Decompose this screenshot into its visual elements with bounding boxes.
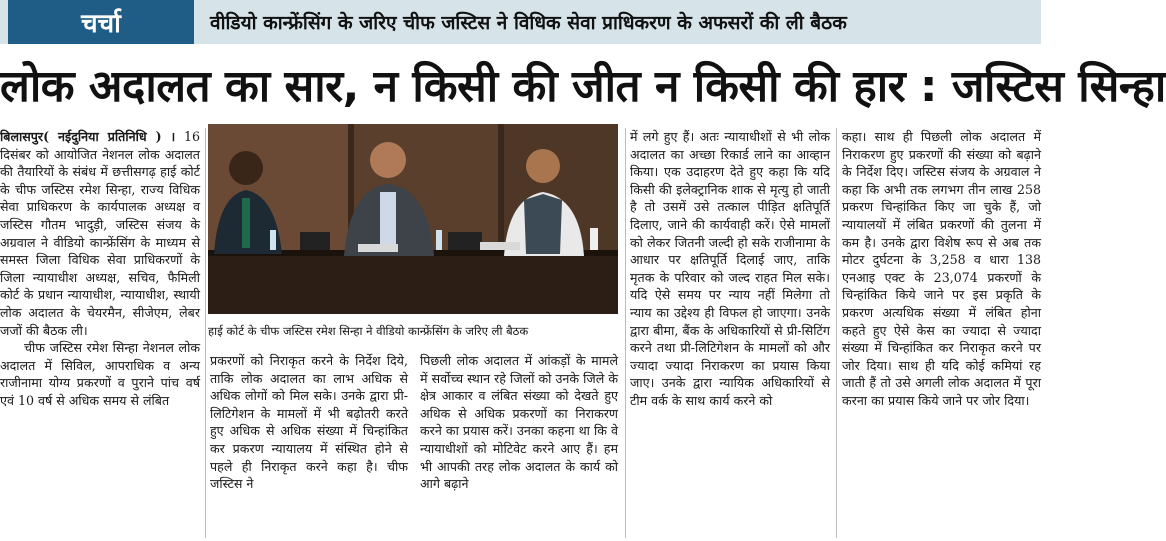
column-divider: [205, 128, 206, 538]
article-column-1: [0, 128, 200, 541]
article-column-4: [630, 128, 830, 541]
article-column-3: [420, 352, 618, 541]
section-tag: चर्चा: [8, 0, 194, 44]
article-text-4: में लगे हुए हैं। अतः न्यायाधीशों से भी लोक अदालत का अच्छा रिकार्ड लाने का आव्हान किया। एक उदाहरण देते हुए कहा कि यदि किसी की इलेक्ट्रानिक शाक से मृत्यु हो जाती है तो उसमें उसे तत्काल पीड़ित क्षतिपूर्ति दिलाए, जाने की कार्यवाही करें। ऐसे मामलों को लेकर जितनी जल्दी हो सके राजीनामा के आधार पर क्षतिपूर्ति दिलाई जाए, ताकि मृतक के परिवार को जल्द राहत मिल सके। यदि ऐसे समय पर न्याय नहीं मिलेगा तो न्याय का उद्देश्य ही विफल हो जाएगा। उनके द्वारा बीमा, बैंक के अधिकारियों से प्री-सिटिंग करने तथा प्री-लिटिगेशन के मामलों को और ज्यादा ज्यादा निराकरण का प्रयास किया जाए। उनके द्वारा न्यायिक अधिकारियों से टीम वर्क के साथ कार्य करने को: [630, 129, 830, 408]
header-bar: [0, 0, 1041, 44]
news-photo: [208, 124, 618, 314]
article-text-5: कहा। साथ ही पिछली लोक अदालत में निराकरण हुए प्रकरणों की संख्या को बढ़ाने के निर्देश दिए। जस्टिस संजय के अग्रवाल ने कहा कि अभी तक लगभग तीन लाख 258 प्रकरण चिन्हांकित किए जा चुके हैं, जो न्यायालयों में लंबित प्रकरणों की तुलना में कम है। उनके द्वारा विशेष रूप से अब तक मोटर दुर्घटना के 3,258 व धारा 138 एनआइ एक्ट के 23,074 प्रकरणों के चिन्हांकित किये जाने पर इस प्रकृति के प्रकरण अत्यधिक संख्या में लंबित होना कहते हुए ऐसे केस का ज्यादा से ज्यादा संख्या में चिन्हांकित कर निराकृत करने पर जोर दिया। साथ ही यदि कोई कमियां रह जाती हैं तो उसे अगली लोक अदालत में पूरा करना का प्रयास किये जाने पर जोर दिया।: [842, 129, 1041, 408]
article-text-3: पिछली लोक अदालत में आंकड़ों के मामले में सर्वोच्च स्थान रहे जिलों को उनके जिले के क्षेत्र आकार व लंबित संख्या को देखते हुए अधिक से अधिक प्रकरणों का निराकरण करने का प्रयास करें। उनका कहना था कि वे न्यायाधीशों को मोटिवेट करने आए हैं। हम भी आपकी तरह लोक अदालत के कार्य को आगे बढ़ाने: [420, 353, 618, 492]
column-divider: [836, 128, 837, 538]
article-column-5: [842, 128, 1041, 541]
article-text-2: प्रकरणों को निराकृत करने के निर्देश दिये, ताकि लोक अदालत का लाभ अधिक से अधिक लोगों को मिल सके। उनके द्वारा प्री-लिटिगेशन के मामलों में भी बढ़ोतरी करते हुए अधिक से अधिक संख्या में चिन्हांकित कर प्रकरण न्यायालय में संस्थित होने से पहले ही निराकृत करने कहा है। चीफ जस्टिस ने: [210, 353, 408, 492]
meeting-photo-illustration: [208, 124, 618, 314]
dateline: बिलासपुर( नईदुनिया प्रतिनिधि ) ।: [0, 129, 176, 144]
article-text-1: 16 दिसंबर को आयोजित नेशनल लोक अदालत की तैयारियों के संबंध में छत्तीसगढ़ हाई कोर्ट के चीफ जस्टिस रमेश सिन्हा, राज्य विधिक सेवा प्राधिकरण के कार्यपालक अध्यक्ष व जस्टिस गौतम भादुड़ी, जस्टिस संजय के अग्रवाल ने वीडियो कान्फ्रेंसिंग के माध्यम से समस्त जिला विधिक सेवा प्राधिकरणों के जिला न्यायाधीश अध्यक्ष, सचिव, फैमिली कोर्ट के प्रधान न्यायाधीश, न्यायाधीश, स्थायी लोक अदालत के चेयरमैन, सीजेएम, लेबर जजों की बैठक ली।: [0, 129, 201, 338]
article-text-1b: चीफ जस्टिस रमेश सिन्हा नेशनल लोक अदालत में सिविल, आपराधिक व अन्य राजीनामा योग्य प्रकरणों व पुराने पांच वर्ष एवं 10 वर्ष से अधिक समय से लंबित: [0, 340, 200, 408]
article-column-2: [210, 352, 408, 541]
subheadline: वीडियो कान्फ्रेंसिंग के जरिए चीफ जस्टिस ने विधिक सेवा प्राधिकरण के अफसरों की ली बैठक: [210, 12, 847, 34]
photo-caption: हाई कोर्ट के चीफ जस्टिस रमेश सिन्हा ने वीडियो कान्फ्रेंसिंग के जरिए ली बैठक: [208, 324, 529, 338]
column-divider: [625, 128, 626, 538]
headline: लोक अदालत का सार, न किसी की जीत न किसी की हार : जस्टिस सिन्हा: [0, 61, 1166, 112]
